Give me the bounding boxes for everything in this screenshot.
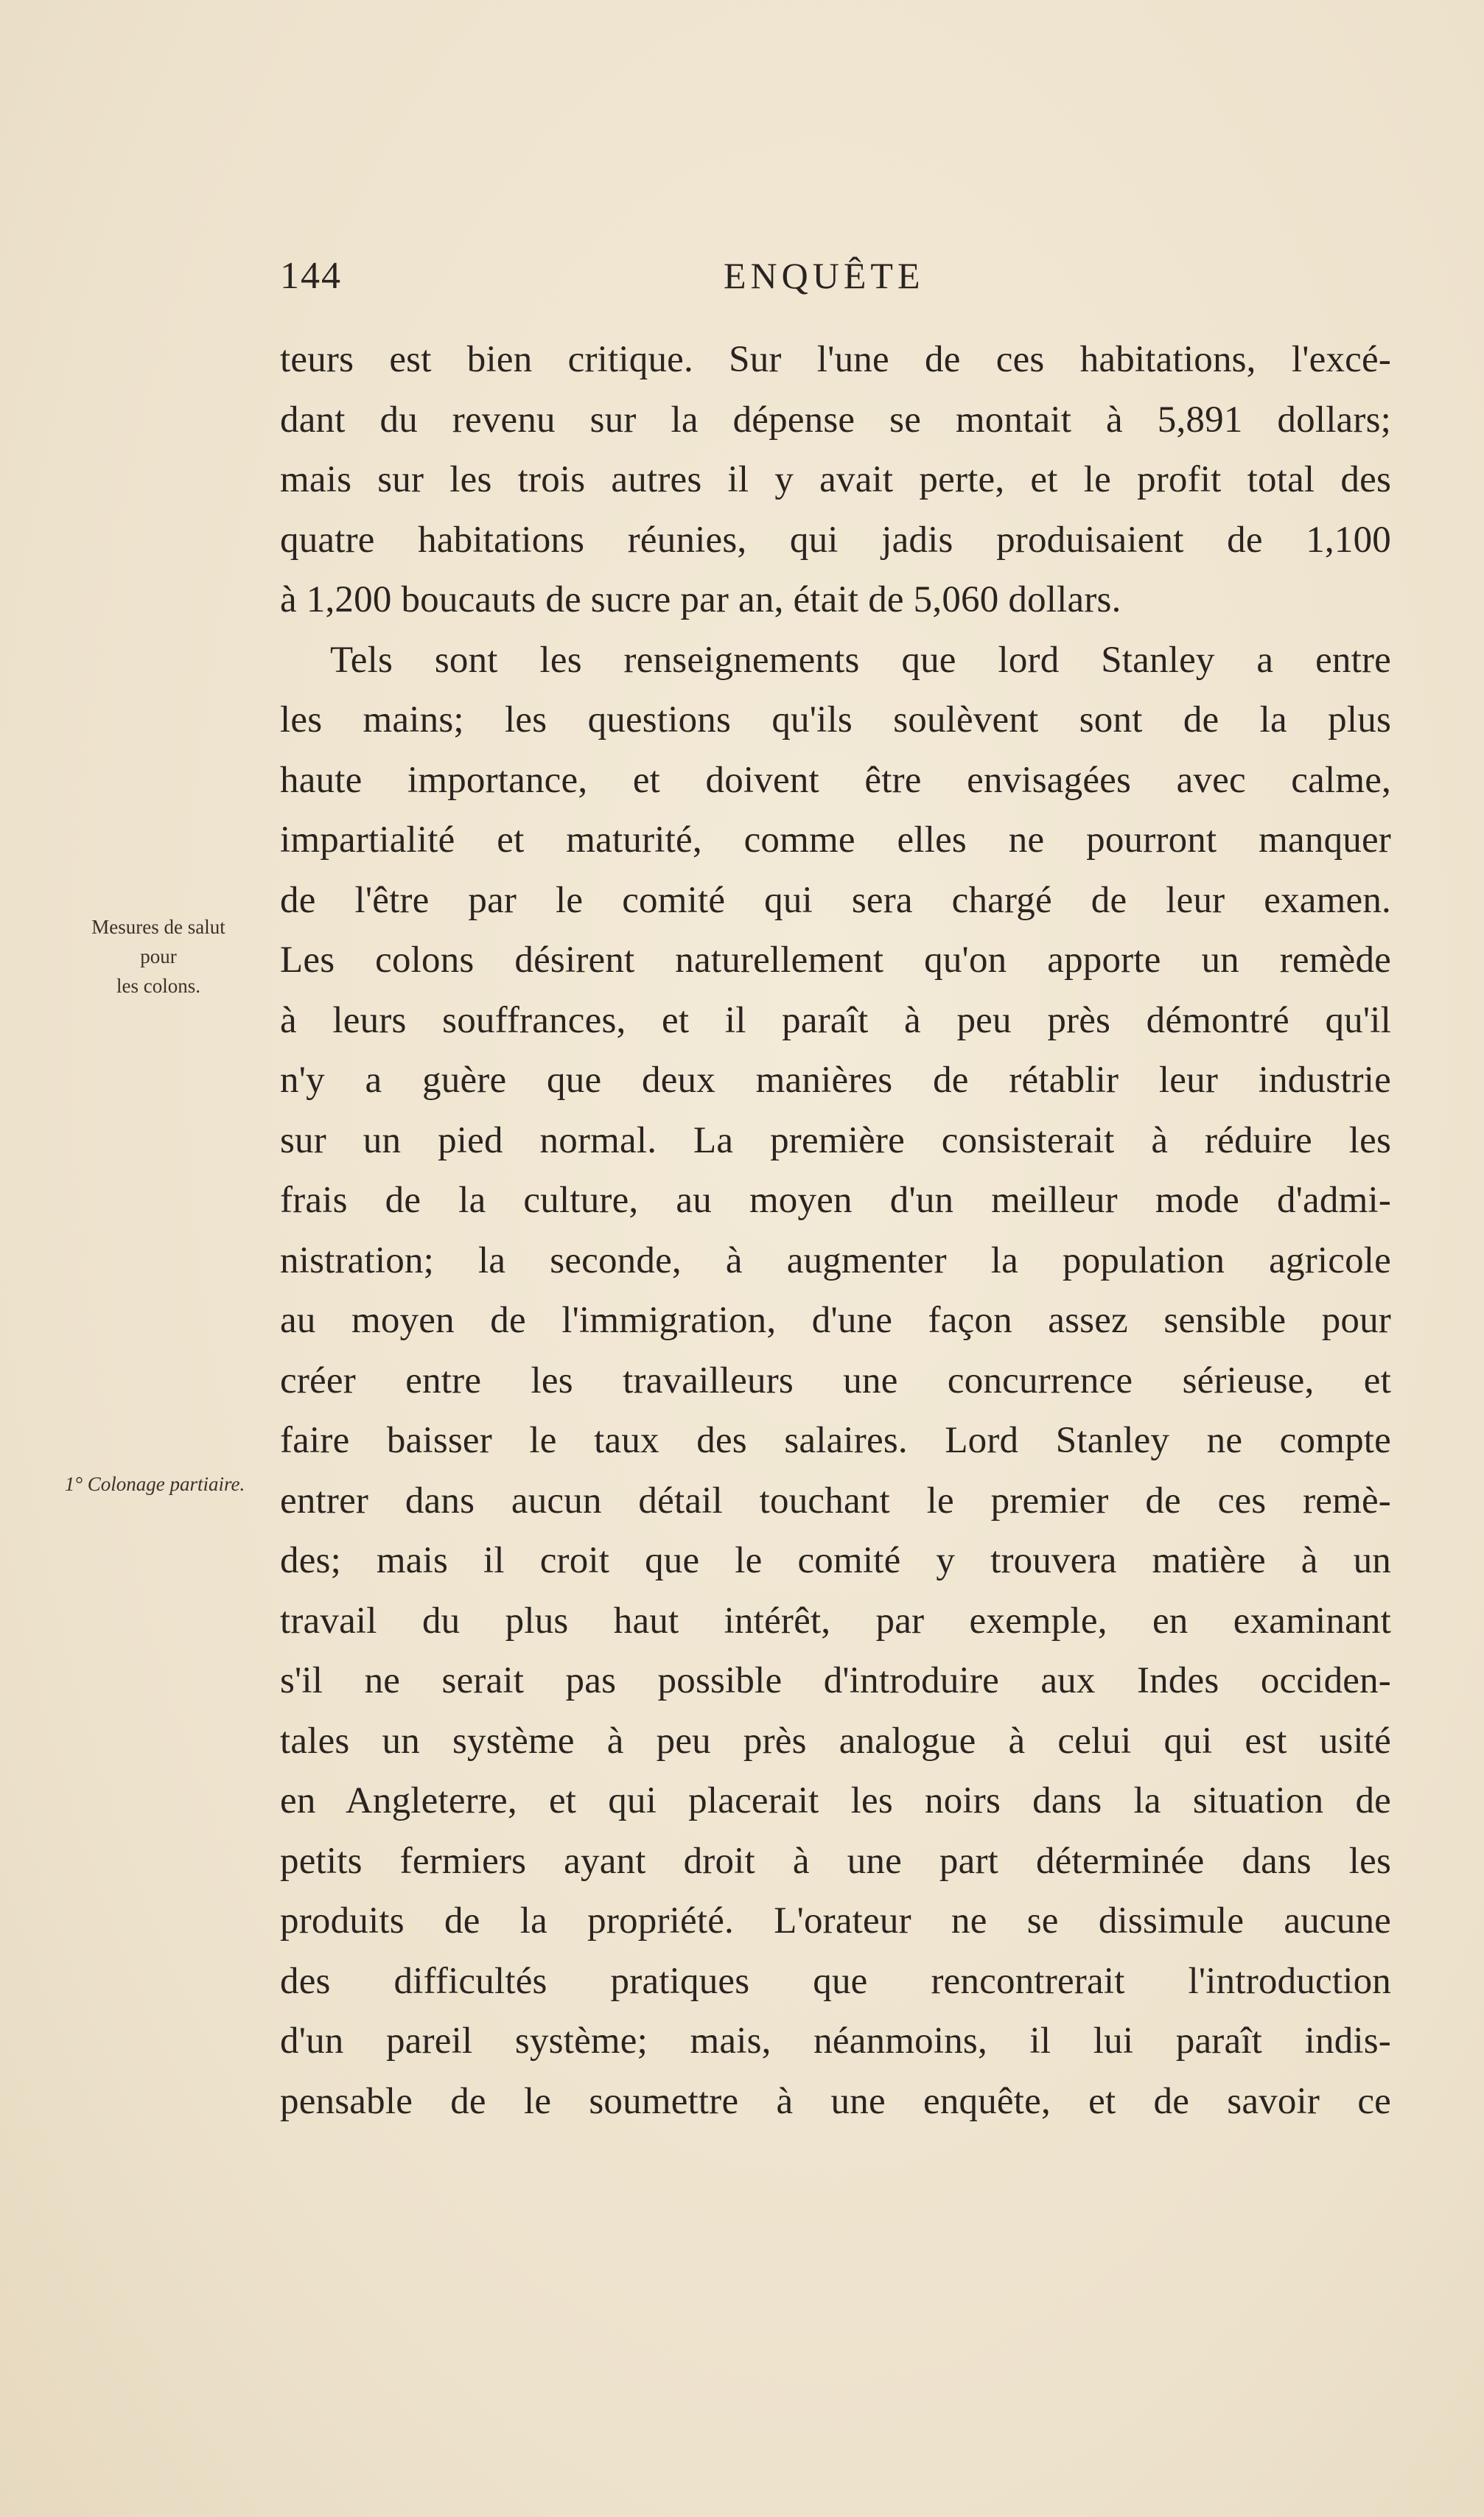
text-line: créer entre les travailleurs une concurrence sérieuse, et bbox=[280, 1359, 1391, 1401]
text-line: n'y a guère que deux manières de rétablir leur industrie bbox=[280, 1060, 1391, 1101]
text-line: Tels sont les renseignements que lord Stanley a entre bbox=[330, 639, 1391, 681]
sidenote-mesures-de-salut bbox=[52, 909, 265, 1004]
sidenote-line: les colons. bbox=[116, 975, 200, 997]
text-line: travail du plus haut intérêt, par exemple, en examinant bbox=[280, 1600, 1391, 1642]
text-line: quatre habitations réunies, qui jadis produisaient de 1,100 bbox=[280, 519, 1391, 561]
text-line: sur un pied normal. La première consisterait à réduire les bbox=[280, 1119, 1391, 1161]
text-line: mais sur les trois autres il y avait perte, et le profit total des bbox=[280, 459, 1391, 500]
text-line: les mains; les questions qu'ils soulèvent sont de la plus bbox=[280, 699, 1391, 741]
text-line: dant du revenu sur la dépense se montait à 5,891 dollars; bbox=[280, 399, 1391, 441]
sidenote-line: pour bbox=[140, 945, 177, 967]
text-line: nistration; la seconde, à augmenter la population agricole bbox=[280, 1239, 1391, 1281]
text-line: en Angleterre, et qui placerait les noirs dans la situation de bbox=[280, 1780, 1391, 1821]
text-line: tales un système à peu près analogue à celui qui est usité bbox=[280, 1720, 1391, 1762]
text-line: s'il ne serait pas possible d'introduire aux Indes occiden- bbox=[280, 1660, 1391, 1701]
text-line: des difficultés pratiques que rencontrerait l'introduction bbox=[280, 1960, 1391, 2002]
text-line: à leurs souffrances, et il paraît à peu près démontré qu'il bbox=[280, 999, 1391, 1041]
sidenote-colonage-partiaire: 1° Colonage partiaire. bbox=[64, 1473, 245, 1495]
text-line: d'un pareil système; mais, néanmoins, il lui paraît indis- bbox=[280, 2020, 1391, 2062]
text-line: de l'être par le comité qui sera chargé de leur examen. bbox=[280, 879, 1391, 921]
sidenote-line: Mesures de salut bbox=[91, 916, 225, 938]
body-text bbox=[280, 330, 1391, 2132]
text-line: haute importance, et doivent être envisagées avec calme, bbox=[280, 759, 1391, 801]
text-line: produits de la propriété. L'orateur ne se dissimule aucune bbox=[280, 1900, 1391, 1942]
text-line: petits fermiers ayant droit à une part déterminée dans les bbox=[280, 1840, 1391, 1882]
text-line: entrer dans aucun détail touchant le premier de ces remè- bbox=[280, 1480, 1391, 1522]
text-line: au moyen de l'immigration, d'une façon assez sensible pour bbox=[280, 1300, 1391, 1341]
text-line: frais de la culture, au moyen d'un meilleur mode d'admi- bbox=[280, 1180, 1391, 1221]
page-number: 144 bbox=[280, 255, 342, 297]
text-line: des; mais il croit que le comité y trouvera matière à un bbox=[280, 1540, 1391, 1581]
text-line: faire baisser le taux des salaires. Lord Stanley ne compte bbox=[280, 1420, 1391, 1461]
text-line: Les colons désirent naturellement qu'on apporte un remède bbox=[280, 939, 1391, 981]
text-line: impartialité et maturité, comme elles ne pourront manquer bbox=[280, 819, 1391, 861]
text-line: à 1,200 boucauts de sucre par an, était de 5,060 dollars. bbox=[280, 579, 1121, 620]
running-title: ENQUÊTE bbox=[724, 255, 925, 296]
text-line: teurs est bien critique. Sur l'une de ces habitations, l'excé- bbox=[280, 339, 1391, 380]
text-line: pensable de le soumettre à une enquête, et de savoir ce bbox=[280, 2080, 1391, 2122]
page-header bbox=[280, 254, 1385, 313]
